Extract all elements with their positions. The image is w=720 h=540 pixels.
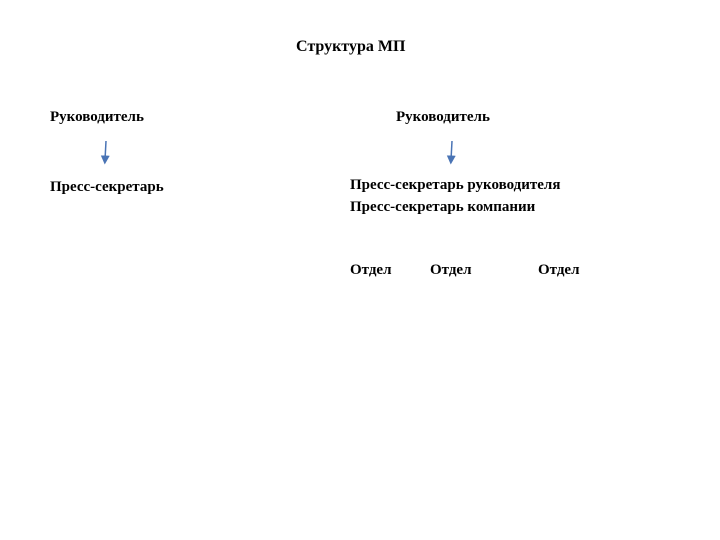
right-head-node: Руководитель: [396, 109, 490, 125]
right-subordinate-node-2: Пресс-секретарь компании: [350, 199, 536, 215]
left-subordinate-node: Пресс-секретарь: [50, 179, 164, 195]
left-head-node: Руководитель: [50, 109, 144, 125]
right-subordinate-node-1: Пресс-секретарь руководителя: [350, 177, 561, 193]
diagram-title: Структура МП: [296, 38, 406, 55]
department-node-2: Отдел: [430, 262, 472, 278]
left-connector-arrow: [105, 141, 106, 160]
department-node-1: Отдел: [350, 262, 392, 278]
department-node-3: Отдел: [538, 262, 580, 278]
right-connector-arrow: [451, 141, 452, 160]
